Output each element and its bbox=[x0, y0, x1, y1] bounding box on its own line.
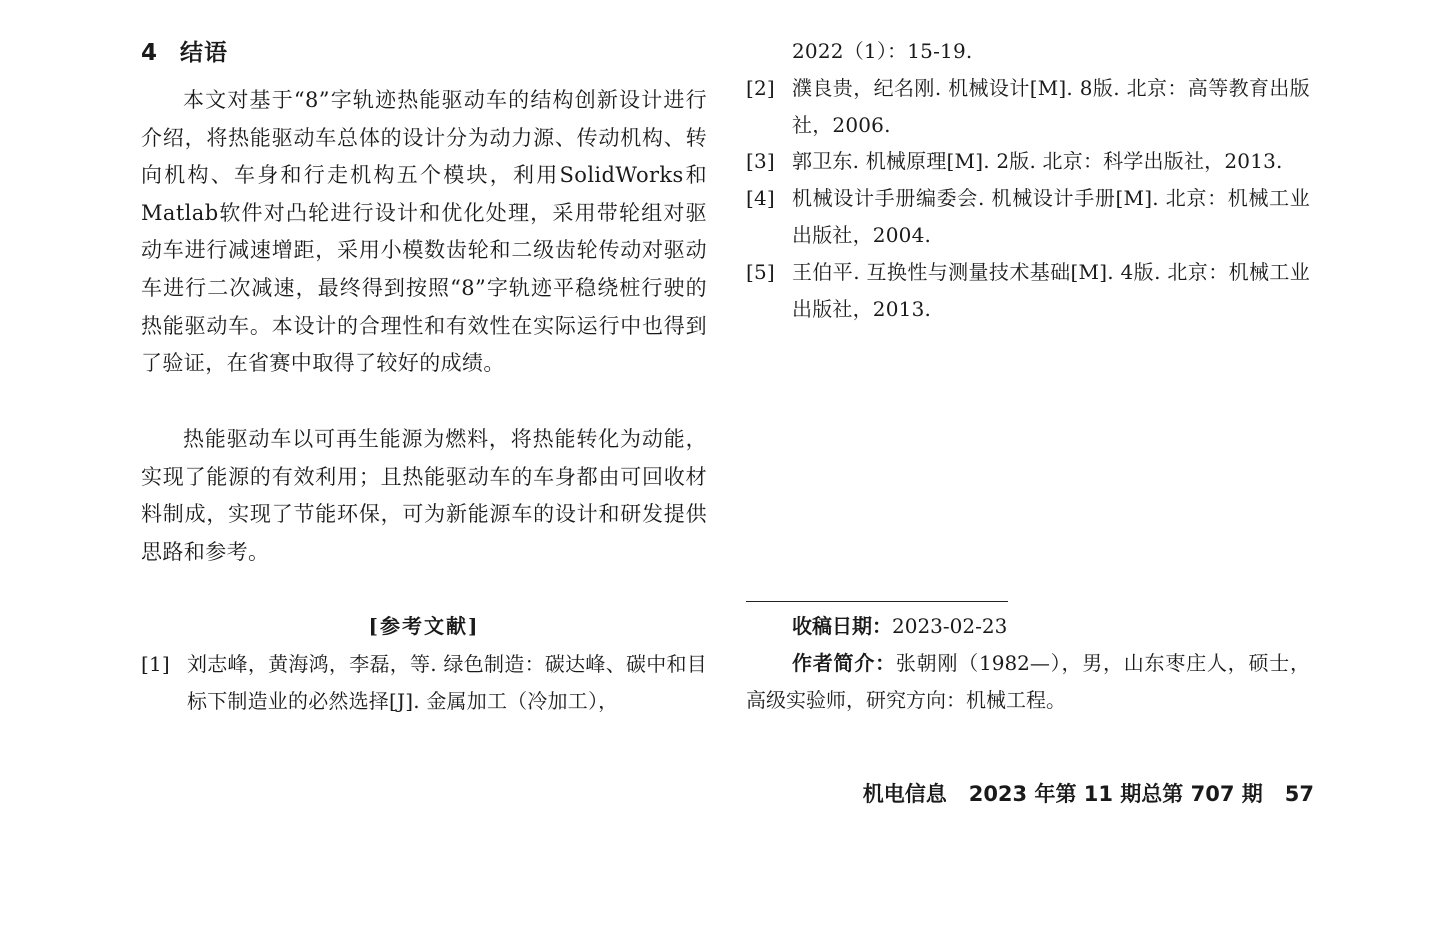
reference-item-4 bbox=[746, 180, 1310, 253]
reference-number: [4] bbox=[746, 186, 775, 210]
reference-number: [3] bbox=[746, 149, 775, 173]
received-date-note bbox=[746, 608, 1310, 645]
author-bio-value: 张朝刚（1982—），男，山东枣庄人，硕士，高级实验师，研究方向：机械工程。 bbox=[746, 651, 1310, 712]
reference-item-1 bbox=[141, 646, 707, 719]
reference-item-2 bbox=[746, 70, 1310, 143]
journal-name: 机电信息 bbox=[862, 782, 947, 806]
received-date-label: 收稿日期： bbox=[792, 614, 892, 638]
reference-text: 王伯平. 互换性与测量技术基础[M]. 4版. 北京：机械工业出版社，2013. bbox=[792, 260, 1310, 321]
reference-text: 刘志峰，黄海鸿，李磊，等. 绿色制造：碳达峰、碳中和目标下制造业的必然选择[J]. 金属加工（冷加工）， bbox=[187, 652, 707, 713]
reference-number: [2] bbox=[746, 76, 775, 100]
reference-text: 濮良贵，纪名刚. 机械设计[M]. 8版. 北京：高等教育出版社，2006. bbox=[792, 76, 1310, 137]
reference-item-1-continuation bbox=[746, 33, 1310, 70]
reference-text: 2022（1）：15-19. bbox=[792, 39, 973, 63]
reference-item-5 bbox=[746, 254, 1310, 327]
reference-item-3 bbox=[746, 143, 1310, 180]
author-bio-note bbox=[746, 645, 1310, 719]
conclusion-paragraph-2: 热能驱动车以可再生能源为燃料，将热能转化为动能，实现了能源的有效利用；且热能驱动车的车身都由可回收材料制成，实现了节能环保，可为新能源车的设计和研发提供思路和参考。 bbox=[141, 427, 707, 564]
page-number: 57 bbox=[1284, 782, 1314, 806]
section-heading bbox=[141, 38, 228, 68]
section-number: 4 bbox=[141, 40, 159, 66]
footnote-divider bbox=[746, 601, 1008, 602]
reference-text: 机械设计手册编委会. 机械设计手册[M]. 北京：机械工业出版社，2004. bbox=[792, 186, 1310, 247]
reference-number: [1] bbox=[141, 652, 170, 676]
author-bio-label: 作者简介： bbox=[792, 651, 896, 675]
received-date-value: 2023-02-23 bbox=[892, 614, 1008, 638]
page-footer bbox=[863, 779, 1314, 809]
references-heading: [参考文献] bbox=[368, 614, 480, 638]
section-title: 结语 bbox=[180, 40, 229, 66]
reference-number: [5] bbox=[746, 260, 775, 284]
conclusion-paragraph-1: 本文对基于“8”字轨迹热能驱动车的结构创新设计进行介绍，将热能驱动车总体的设计分为动力源、传动机构、转向机构、车身和行走机构五个模块，利用SolidWorks和Matlab软件对凸轮进行设计和优化处理，采用带轮组对驱动车进行减速增距，采用小模数齿轮和二级齿轮传动对驱动车进行二次减速，最终得到按照“8”字轨迹平稳绕桩行驶的热能驱动车。本设计的合理性和有效性在实际运行中也得到了验证，在省赛中取得了较好的成绩。 bbox=[141, 88, 707, 376]
reference-text: 郭卫东. 机械原理[M]. 2版. 北京：科学出版社，2013. bbox=[792, 149, 1283, 173]
issue-info: 2023 年第 11 期总第 707 期 bbox=[968, 782, 1263, 806]
